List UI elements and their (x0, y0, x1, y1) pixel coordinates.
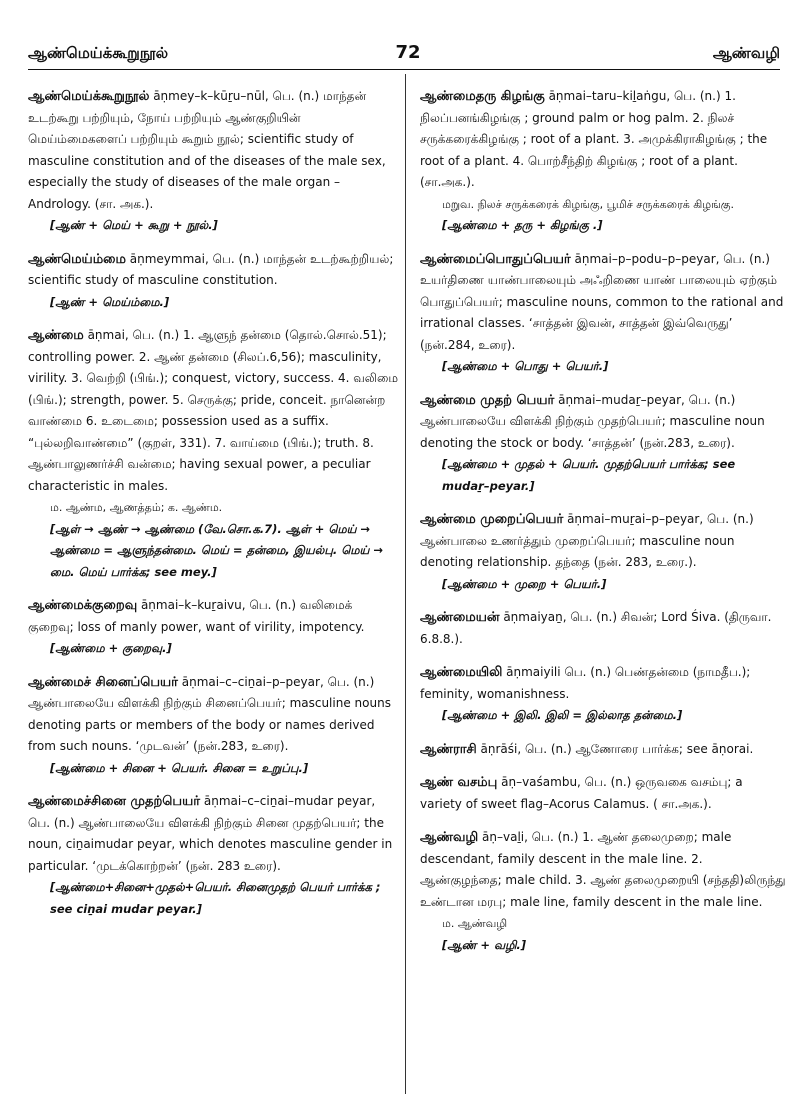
entry-cognates: ம. ஆண்ம, ஆணத்தம்; க. ஆண்ம. (50, 501, 223, 514)
entry-headword: ஆண்மை முறைப்பெயர் (420, 512, 564, 527)
entry-cognates: ம. ஆண்வழி (442, 917, 508, 930)
entry-body: āṇmaiyaṉ, பெ. (n.) சிவன்; Lord Śiva. (திருவா. 6.8.8.). (420, 610, 772, 646)
dictionary-entry (28, 791, 400, 920)
entry-body: āṇmey–k–kūṟu–nūl, பெ. (n.) மாந்தன் உடற்கூறு பற்றியும், நோய் பற்றியும் ஆண்குறியின் மெய்ம்மைகளைப் பற்றியும் கூறும் நூல்; scientific study of masculine constitution and of the diseases of the male sex, especially the study of diseases of the male organ – Andrology. (சா. அக.). (28, 89, 386, 211)
entry-headword: ஆண்மைப்பொதுப்பெயர் (420, 251, 571, 267)
entry-headword: ஆண்மை முதற் பெயர் (420, 392, 555, 408)
dictionary-entry (28, 249, 400, 314)
dictionary-entry (28, 595, 400, 660)
dictionary-entry (420, 509, 786, 595)
page-number: 72 (395, 42, 421, 63)
dictionary-entry (28, 672, 400, 780)
entry-variants: மறுவ. நிலச் சருக்கரைக் கிழங்கு, பூமிச் சருக்கரைக் கிழங்கு. (442, 197, 734, 211)
entry-etymology: [ஆண்மை + முதல் + பெயர். முதற்பெயர் பார்க்க; see mudaṟ–peyar.] (442, 457, 736, 493)
running-head-left: ஆண்மெய்க்கூறுநூல் (28, 44, 169, 62)
dictionary-entry (420, 662, 786, 727)
entry-etymology: [ஆண்மை + சினை + பெயர். சினை = உறுப்பு.] (50, 760, 309, 775)
entry-body: āṇ–vaḻi, பெ. (n.) 1. ஆண் தலைமுறை; male descendant, family descent in the male line. 2. ஆண்குழந்தை; male child. 3. ஆண் தலைமுறையி (சந்ததி)லிருந்து உண்டான மரபு; male line, family descent in the male line. (420, 830, 786, 909)
entry-etymology: [ஆண்மை + பொது + பெயர்.] (442, 359, 609, 373)
entry-body: āṇmai–k–kuṟaivu, பெ. (n.) வலிமைக் குறைவு; loss of manly power, want of virility, impotency. (28, 598, 365, 634)
right-column (420, 86, 786, 968)
entry-body: āṇmaiyili பெ. (n.) பெண்தன்மை (நாமதீப.); feminity, womanishness. (420, 665, 751, 701)
entry-headword: ஆண்மையன் (420, 610, 500, 625)
entry-headword: ஆண்மைதரு கிழங்கு (420, 89, 545, 104)
entry-headword: ஆண்வழி (420, 830, 479, 845)
dictionary-entry (420, 249, 786, 378)
entry-headword: ஆண்மெய்க்கூறுநூல் (28, 89, 150, 104)
entry-etymology: [ஆண்மை + முறை + பெயர்.] (442, 576, 607, 591)
entry-headword: ஆண்மைக்குறைவு (28, 598, 138, 613)
entry-headword: ஆண்ராசி (420, 741, 477, 757)
header-rule (28, 69, 780, 70)
entry-etymology: [ஆண் + மெய்ம்மை.] (50, 294, 170, 309)
entry-body: āṇ–vaśambu, பெ. (n.) ஒருவகை வசம்பு; a variety of sweet flag–Acorus Calamus. ( சா.அக.). (420, 775, 743, 811)
dictionary-entry (420, 607, 786, 650)
entry-etymology: [ஆள் → ஆண் → ஆண்மை (வே.சொ.க.7). ஆள் + மெய் → ஆண்மை = ஆளுந்தன்மை. மெய் = தன்மை, இயல்பு. மெய் → மை. மெய் பார்க்க; see mey.] (50, 521, 383, 579)
entry-headword: ஆண்மைச் சினைப்பெயர் (28, 674, 178, 690)
entry-body: āṇmai–c–ciṉai–p–peyar, பெ. (n.) ஆண்பாலையே விளக்கி நிற்கும் சினைப்பெயர்; masculine nouns denoting parts or members of the body or names derived from such nouns. ‘முடவன்’ (நன்.283, உரை). (28, 674, 391, 753)
entry-headword: ஆண்மை (28, 328, 84, 343)
dictionary-entry (420, 390, 786, 498)
dictionary-entry (28, 325, 400, 583)
entry-body: āṇmai–taru–kiḻaṅgu, பெ. (n.) 1. நிலப்பனங்கிழங்கு ; ground palm or hog palm. 2. நிலச் சருக்கரைக்கிழங்கு ; root of a plant. 3. அமுக்கிராகிழங்கு ; the root of a plant. 4. பொற்சீந்திற் கிழங்கு ; root of a plant. (சா.அக.). (420, 89, 768, 189)
dictionary-entry (28, 86, 400, 237)
column-divider (405, 74, 406, 1094)
entry-etymology: [ஆண் + மெய் + கூறு + நூல்.] (50, 218, 218, 232)
entry-headword: ஆண்மெய்ம்மை (28, 251, 126, 267)
dictionary-entry (420, 739, 786, 761)
running-head-right: ஆண்வழி (712, 44, 780, 62)
dictionary-entry (420, 86, 786, 237)
entry-body: āṇmai–mudaṟ–peyar, பெ. (n.) ஆண்பாலையே விளக்கி நிற்கும் முதற்பெயர்; masculine noun denoting the stock or body. ‘சாத்தன்’ (நன்.283, உரை). (420, 392, 765, 450)
entry-body: āṇrāśi, பெ. (n.) ஆணோரை பார்க்க; see āṇorai. (476, 741, 754, 756)
entry-etymology: [ஆண்மை+சினை+முதல்+பெயர். சினைமுதற் பெயர் பார்க்க ; see ciṉai mudar peyar.] (50, 880, 381, 916)
dictionary-entry (420, 827, 786, 956)
entry-body: āṇmai–c–ciṉai–mudar peyar, பெ. (n.) ஆண்பாலையே விளக்கி நிற்கும் சினை முதற்பெயர்; the noun, ciṉaimudar peyar, which denotes masculine gender in particular. ‘முடக்கொற்றன்’ (நன். 283 உரை). (28, 794, 393, 873)
dictionary-entry (420, 772, 786, 815)
entry-body: āṇmeymmai, பெ. (n.) மாந்தன் உடற்கூற்றியல்; scientific study of masculine constitution. (28, 251, 394, 287)
entry-body: āṇmai–muṟai–p–peyar, பெ. (n.) ஆண்பாலை உணர்த்தும் முறைப்பெயர்; masculine noun denoting relationship. தந்தை (நன். 283, உரை.). (420, 512, 754, 569)
page-header (28, 42, 780, 66)
entry-body: āṇmai–p–podu–p–peyar, பெ. (n.) உயர்திணை யாண்பாலையும் அஃறிணை யாண் பாலையும் ஏற்கும் பொதுப்பெயர்; masculine nouns, common to the rational and irrational classes. ‘சாத்தன் இவன், சாத்தன் இவ்வெருது’ (நன்.284, உரை). (420, 251, 784, 352)
entry-headword: ஆண்மைச்சினை முதற்பெயர் (28, 794, 201, 809)
entry-etymology: [ஆண்மை + குறைவு.] (50, 641, 172, 655)
entry-headword: ஆண் வசம்பு (420, 775, 498, 790)
entry-headword: ஆண்மையிலி (420, 665, 503, 680)
entry-etymology: [ஆண்மை + இலி. இலி = இல்லாத தன்மை.] (442, 708, 683, 722)
left-column (28, 86, 400, 932)
entry-etymology: [ஆண் + வழி.] (442, 937, 527, 952)
entry-body: āṇmai, பெ. (n.) 1. ஆளுந் தன்மை (தொல்.சொல்.51); controlling power. 2. ஆண் தன்மை (சிலப்.6,56); masculinity, virility. 3. வெற்றி (பிங்.); conquest, victory, success. 4. வலிமை (பிங்.); strength, power. 5. செருக்கு; pride, conceit. நானென்ற வாண்மை 6. உடைமை; possession used as a suffix. “புல்லறிவாண்மை” (குறள், 331). 7. வாய்மை (பிங்.); truth. 8. ஆண்பாலுணர்ச்சி வன்மை; having sexual power, a peculiar characteristic in males. (28, 328, 399, 493)
entry-etymology: [ஆண்மை + தரு + கிழங்கு .] (442, 218, 603, 232)
